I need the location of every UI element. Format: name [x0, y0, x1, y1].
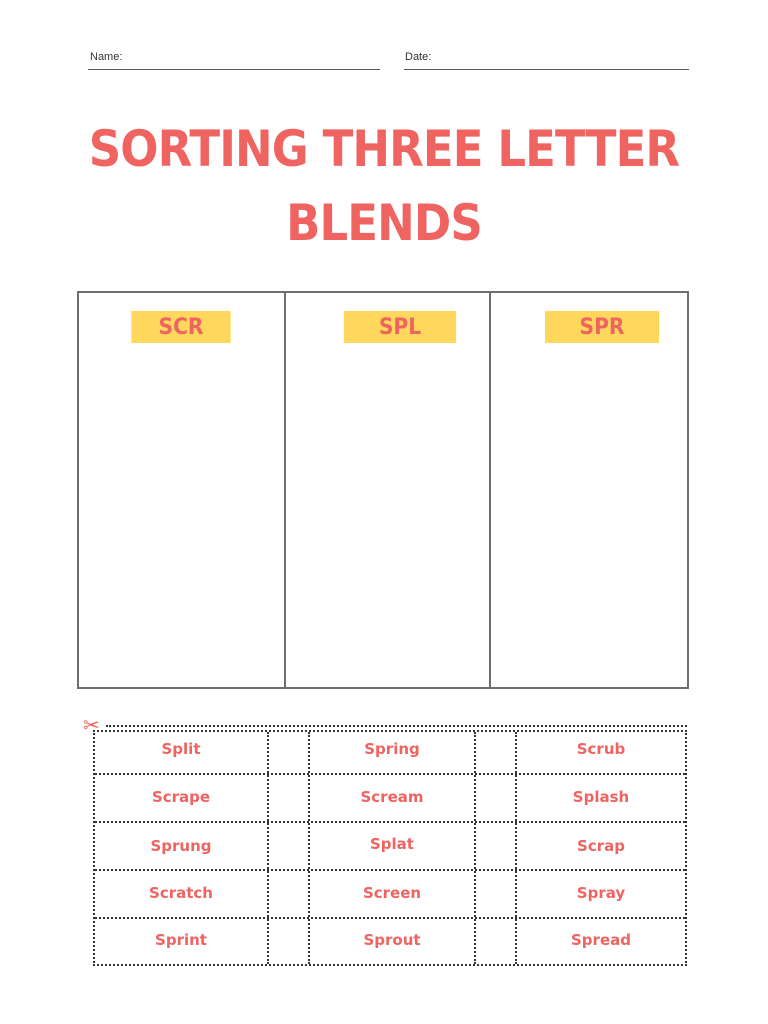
date-line[interactable]	[404, 69, 689, 70]
word-card[interactable]: Scrape	[151, 788, 211, 806]
word-card[interactable]: Scrap	[577, 837, 625, 855]
column-header-spr: SPR	[545, 311, 659, 343]
word-card[interactable]: Sprout	[363, 931, 421, 949]
column-header-scr: SCR	[131, 311, 230, 343]
column-divider	[489, 293, 491, 687]
card-divider	[267, 732, 269, 964]
column-header-spl: SPL	[344, 311, 456, 343]
word-card[interactable]: Scrub	[576, 740, 626, 758]
word-card[interactable]: Screen	[362, 884, 422, 902]
word-card[interactable]: Splat	[370, 835, 414, 853]
page-title	[38, 112, 729, 260]
word-card[interactable]: Scream	[360, 788, 424, 806]
sorting-table	[77, 291, 689, 689]
word-card[interactable]: Sprint	[155, 931, 207, 949]
scissors-icon: ✂	[83, 713, 100, 737]
word-card[interactable]: Split	[161, 740, 201, 758]
title-line-2: BLENDS	[286, 194, 482, 252]
word-card[interactable]: Spring	[364, 740, 420, 758]
word-card[interactable]: Scratch	[149, 884, 213, 902]
word-card[interactable]: Spray	[576, 884, 626, 902]
word-cards	[93, 730, 687, 966]
word-card[interactable]: Sprung	[150, 837, 212, 855]
name-label: Name:	[90, 51, 123, 63]
date-label: Date:	[405, 51, 432, 63]
card-divider	[474, 732, 476, 964]
word-card[interactable]: Splash	[572, 788, 630, 806]
name-line[interactable]	[88, 69, 380, 70]
column-divider	[284, 293, 286, 687]
word-card[interactable]: Spread	[571, 931, 631, 949]
title-line-1: SORTING THREE LETTER	[88, 120, 680, 178]
